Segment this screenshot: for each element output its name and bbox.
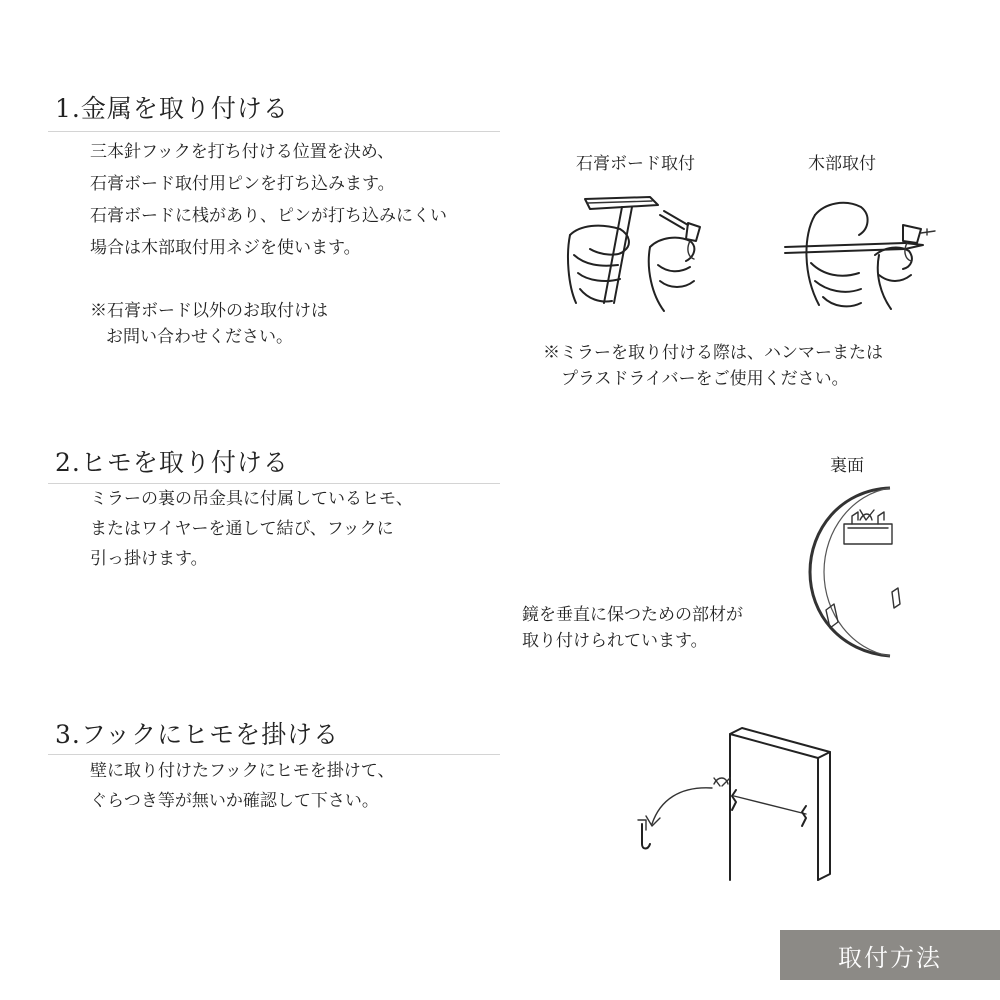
section-3-heading: 3.フックにヒモを掛ける — [55, 720, 340, 749]
section-1-instructions — [90, 136, 447, 264]
spacer-note-line: 鏡を垂直に保つための部材が — [522, 605, 743, 625]
tool-note-line: ※ミラーを取り付ける際は、ハンマーまたは — [543, 343, 883, 363]
tool-note-line: プラスドライバーをご使用ください。 — [561, 369, 849, 389]
section-2-heading: 2.ヒモを取り付ける — [55, 448, 289, 477]
section-3-instructions — [90, 756, 394, 816]
caption-wood-install: 木部取付 — [808, 154, 876, 174]
section-2-instructions — [90, 484, 413, 574]
section-1-line: 石膏ボードに桟があり、ピンが打ち込みにくい — [90, 206, 447, 226]
installation-method-tag: 取付方法 — [780, 930, 1000, 980]
section-3-line: ぐらつき等が無いか確認して下さい。 — [90, 791, 379, 811]
back-side-label: 裏面 — [830, 456, 864, 476]
section-1-heading: 1.金属を取り付ける — [55, 94, 289, 123]
section-3-line: 壁に取り付けたフックにヒモを掛けて、 — [90, 761, 395, 781]
section-1-line: 三本針フックを打ち付ける位置を決め、 — [90, 142, 395, 162]
section-1-note — [90, 298, 328, 350]
spacer-part-note — [522, 602, 743, 654]
section-1-rule — [48, 131, 500, 132]
spacer-note-line: 取り付けられています。 — [522, 631, 708, 651]
section-2-line: 引っ掛けます。 — [90, 549, 208, 569]
section-2-line: ミラーの裏の吊金具に付属しているヒモ、 — [90, 489, 413, 509]
tool-note — [543, 340, 883, 392]
section-3-rule — [48, 754, 500, 755]
caption-gypsum-install: 石膏ボード取付 — [576, 154, 695, 174]
screwdriver-install-illustration — [775, 185, 945, 320]
hammer-install-illustration — [560, 185, 730, 320]
section-1-line: 場合は木部取付用ネジを使います。 — [90, 238, 361, 258]
note-line: お問い合わせください。 — [106, 327, 293, 347]
mirror-back-illustration — [800, 480, 920, 660]
section-1-line: 石膏ボード取付用ピンを打ち込みます。 — [90, 174, 395, 194]
hook-hanging-illustration — [630, 720, 840, 890]
section-2-line: またはワイヤーを通して結び、フックに — [90, 519, 394, 539]
note-line: ※石膏ボード以外のお取付けは — [90, 301, 328, 321]
